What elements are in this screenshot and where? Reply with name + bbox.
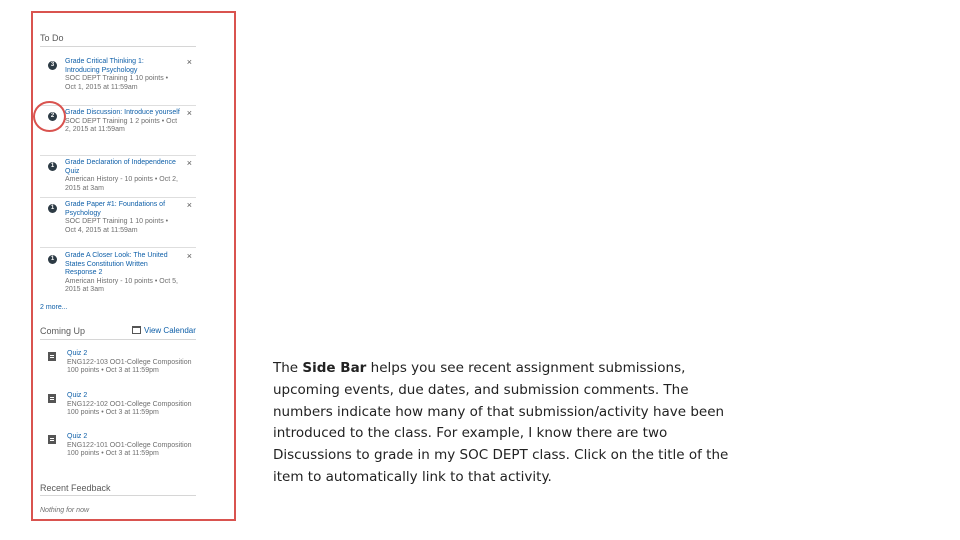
sidebar-screenshot [31,11,236,521]
coming-up-heading: Coming Up [40,326,86,336]
divider [40,46,196,47]
upcoming-item-title[interactable]: Quiz 2 [67,350,88,357]
calendar-icon [132,326,141,334]
todo-item-meta: SOC DEPT Training 1 10 points • Oct 1, 2015 at 11:59am [65,75,169,91]
caption-body: helps you see recent assignment submissions, upcoming events, due dates, and submission comments. The numbers indicate how many of that submission/activity have been introduced to the class. For example, I know there are two Discussions to grade in my SOC DEPT class. Click on the title of the item to automatically link to that activity. [273,360,729,485]
upcoming-item-meta: ENG122-101 OO1-College Composition 100 points • Oct 3 at 11:59pm [67,441,192,458]
todo-item-meta: American History - 10 points • Oct 5, 2015 at 3am [65,277,178,294]
todo-item-title[interactable]: Grade Discussion: Introduce yourself [65,109,180,116]
divider [40,247,196,248]
document-icon [48,435,56,444]
close-icon[interactable]: × [186,200,192,210]
caption-highlight: Side Bar [302,360,367,376]
todo-item-title[interactable]: Grade A Closer Look: The United States Constitution Written Response 2 [65,252,168,277]
recent-feedback-heading: Recent Feedback [40,483,111,493]
view-calendar-label: View Calendar [144,326,196,335]
upcoming-item-meta: ENG122-103 OO1-College Composition 100 points • Oct 3 at 11:59pm [67,358,192,375]
todo-item-title[interactable]: Grade Declaration of Independence Quiz [65,159,176,175]
upcoming-item-meta: ENG122-102 OO1-College Composition 100 points • Oct 3 at 11:59pm [67,400,192,417]
todo-item-title[interactable]: Grade Paper #1: Foundations of Psychology [65,201,166,217]
explanation-text [273,358,743,489]
caption-prefix: The [273,360,303,376]
divider [40,155,196,156]
close-icon[interactable]: × [186,57,192,67]
empty-state-text: Nothing for now [40,507,90,514]
divider [40,105,196,106]
todo-heading: To Do [40,33,64,43]
count-badge: 3 [48,61,57,70]
divider [40,495,196,496]
count-badge: 1 [48,162,57,171]
show-more-link[interactable]: 2 more... [40,304,68,311]
upcoming-item-title[interactable]: Quiz 2 [67,433,88,440]
count-badge: 1 [48,204,57,213]
document-icon [48,352,56,361]
document-icon [48,394,56,403]
divider [40,197,196,198]
count-badge: 2 [48,112,57,121]
close-icon[interactable]: × [186,251,192,261]
view-calendar-link[interactable] [132,326,196,335]
todo-item-meta: SOC DEPT Training 1 10 points • Oct 4, 2015 at 11:59am [65,218,169,234]
todo-item-meta: SOC DEPT Training 1 2 points • Oct 2, 2015 at 11:59am [65,117,178,134]
todo-item-title[interactable]: Grade Critical Thinking 1: Introducing Psychology [65,58,144,74]
annotation-circle [33,101,66,132]
close-icon[interactable]: × [186,158,192,168]
close-icon[interactable]: × [186,108,192,118]
divider [40,339,196,340]
todo-item-meta: American History - 10 points • Oct 2, 2015 at 3am [65,176,178,192]
count-badge: 1 [48,255,57,264]
upcoming-item-title[interactable]: Quiz 2 [67,392,88,399]
